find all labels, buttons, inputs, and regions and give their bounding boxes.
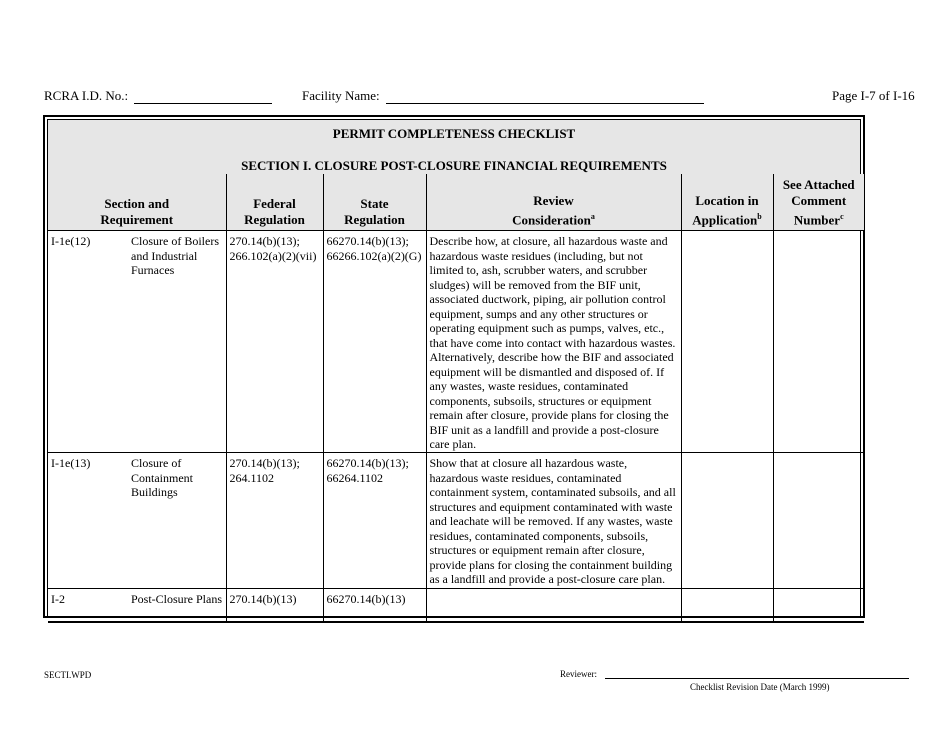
- table-row: [48, 453, 864, 589]
- state-cell: 66270.14(b)(13); 66264.1102: [323, 453, 426, 589]
- requirements-table: [48, 174, 864, 623]
- rcra-id-blank[interactable]: [134, 89, 272, 104]
- federal-cell: 270.14(b)(13); 266.102(a)(2)(vii): [226, 231, 323, 453]
- rcra-id-field: [44, 88, 272, 104]
- review-cell: Show that at closure all hazardous waste, hazardous waste residues, contaminated containment system, contaminated subsoils, and all structures and equipment contaminated with waste and leachate will be removed. If any wastes, waste residues, contaminated components, subsoils, structures or equipment remain after closure, provide plans for closing the containment building as a landfill and provide a post-closure care plan.: [426, 453, 681, 589]
- table-row: [48, 231, 864, 453]
- state-cell: 66270.14(b)(13); 66266.102(a)(2)(G): [323, 231, 426, 453]
- page-number: Page I-7 of I-16: [832, 88, 915, 103]
- revision-date: Checklist Revision Date (March 1999): [690, 682, 830, 692]
- location-cell[interactable]: [681, 453, 773, 589]
- col-review: Review Consideration$^a$: [426, 174, 681, 231]
- checklist-frame: [43, 115, 865, 618]
- review-cell: [426, 589, 681, 622]
- reviewer-field: [560, 669, 909, 679]
- facility-name-label: Facility Name:: [302, 88, 380, 103]
- section-cell: I-1e(12) Closure of Boilers and Industrial Furnaces: [48, 231, 226, 453]
- comment-cell[interactable]: [773, 589, 864, 622]
- reviewer-blank[interactable]: [605, 669, 909, 679]
- facility-name-blank[interactable]: [386, 89, 704, 104]
- col-location: Location in Application$^b$: [681, 174, 773, 231]
- state-cell: 66270.14(b)(13): [323, 589, 426, 622]
- location-cell[interactable]: [681, 589, 773, 622]
- checklist-title-line2: SECTION I. CLOSURE POST-CLOSURE FINANCIAL REQUIREMENTS: [241, 158, 667, 173]
- col-section: Section and Requirement: [48, 174, 226, 231]
- col-comment: See Attached Comment Number$^c$: [773, 174, 864, 231]
- review-cell: Describe how, at closure, all hazardous waste and hazardous waste residues (including, but not limited to, ash, scrubber waters, and scrubber sludges) will be removed from the BIF unit, associated ductwork, piping, air pollution control equipment, sumps and any other structures or operating equipment such as pumps, valves, etc., that have come into contact with hazardous wastes. Alternatively, describe how the BIF and associated equipment will be dismantled and disposed of. If any wastes, waste residues, contaminated components, subsoils, structures or equipment remain after closure, provide plans for closing the BIF unit as a landfill and provide a post-closure care plan.: [426, 231, 681, 453]
- facility-name-field: [302, 88, 704, 104]
- section-cell: I-1e(13) Closure of Containment Buildings: [48, 453, 226, 589]
- comment-cell[interactable]: [773, 231, 864, 453]
- section-cell: I-2 Post-Closure Plans: [48, 589, 226, 622]
- location-cell[interactable]: [681, 231, 773, 453]
- federal-cell: 270.14(b)(13); 264.1102: [226, 453, 323, 589]
- rcra-id-label: RCRA I.D. No.:: [44, 88, 129, 103]
- checklist-title: [48, 120, 860, 175]
- file-name: SECTI.WPD: [44, 670, 92, 680]
- reviewer-label: Reviewer:: [560, 669, 597, 679]
- comment-cell[interactable]: [773, 453, 864, 589]
- checklist-title-line1: PERMIT COMPLETENESS CHECKLIST: [332, 126, 576, 141]
- col-federal: Federal Regulation: [226, 174, 323, 231]
- col-state: State Regulation: [323, 174, 426, 231]
- table-row: [48, 589, 864, 622]
- table-header-row: [48, 174, 864, 231]
- federal-cell: 270.14(b)(13): [226, 589, 323, 622]
